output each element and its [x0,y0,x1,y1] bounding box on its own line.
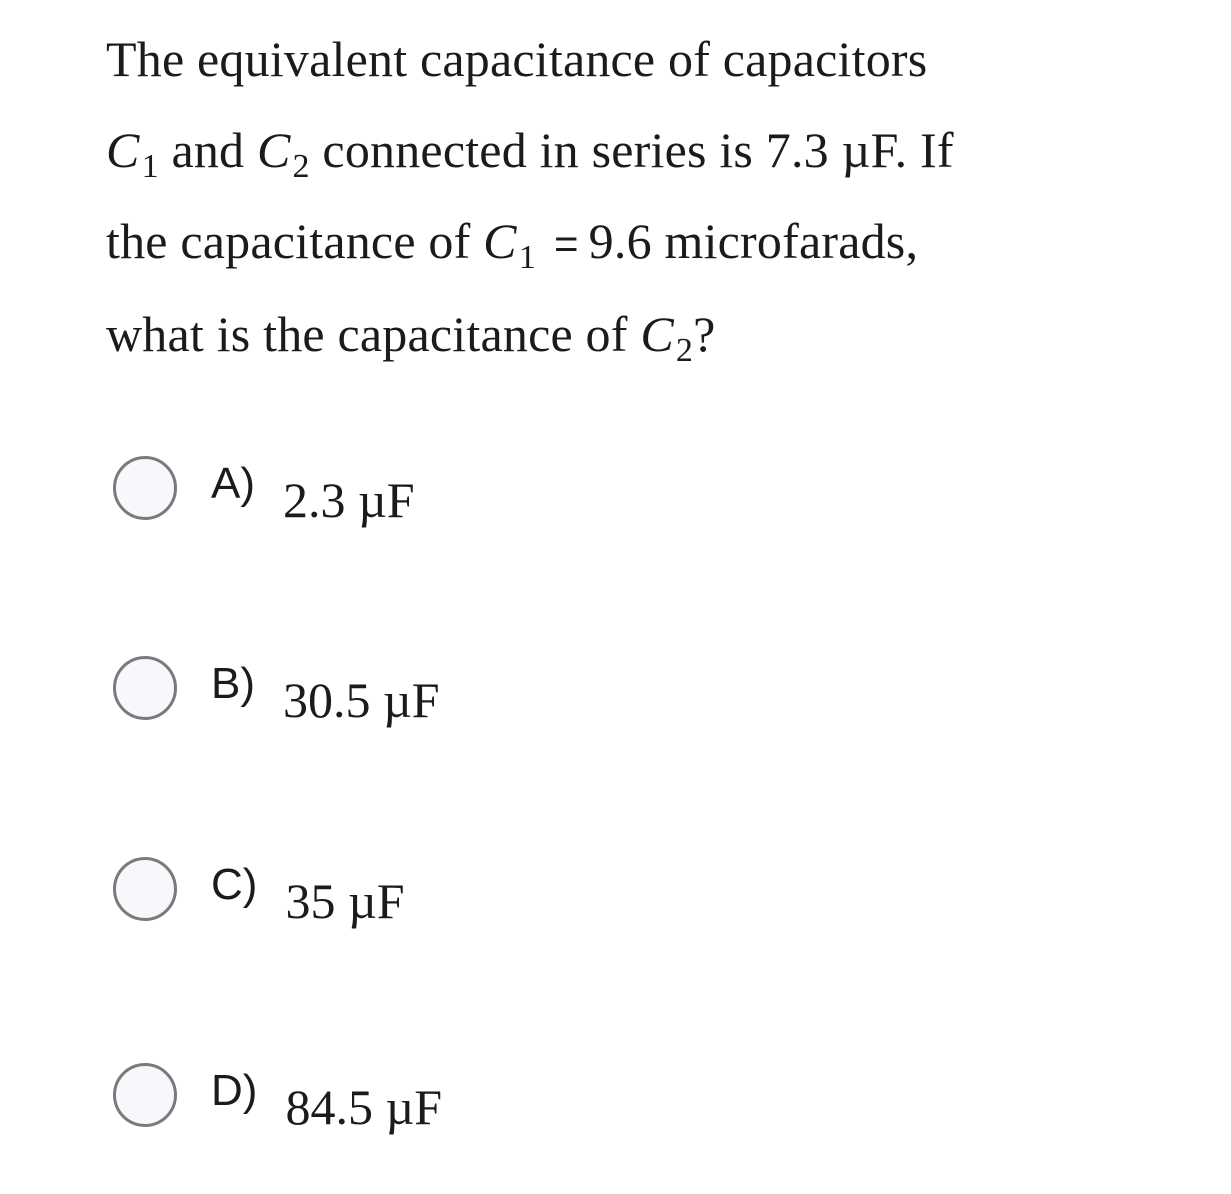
question-line-4: what is the capacitance of [106,306,641,362]
option-value: 2.3 µF [283,472,415,528]
question-line-2: connected in series is 7.3 µF. If [309,122,954,178]
variable-c2: $C_2$ [640,306,694,369]
radio-button-b[interactable] [113,656,177,720]
option-letter: B) [211,659,255,708]
option-value: 30.5 µF [283,672,440,728]
option-letter: C) [211,860,258,909]
option-b[interactable] [113,656,440,728]
variable-c1: $C_1$ [106,122,159,185]
equals-sign: = [553,220,579,267]
radio-button-d[interactable] [113,1063,177,1127]
variable-c2: $C_2$ [256,122,310,185]
option-letter: D) [211,1066,258,1115]
question-mark: ? [693,306,716,362]
option-letter: A) [211,459,255,508]
radio-button-a[interactable] [113,456,177,520]
question-line-1: The equivalent capacitance of capacitors [106,31,928,87]
radio-button-c[interactable] [113,857,177,921]
option-c[interactable] [113,857,405,929]
option-value: 35 µF [285,873,405,929]
option-d[interactable] [113,1063,443,1135]
question-line-3: the capacitance of [106,213,484,269]
option-value: 84.5 µF [285,1079,443,1135]
c1-value: 9.6 microfarads, [588,213,919,269]
option-a[interactable] [113,456,415,528]
and-word: and [158,122,257,178]
variable-c1: $C_1$ [483,213,536,276]
